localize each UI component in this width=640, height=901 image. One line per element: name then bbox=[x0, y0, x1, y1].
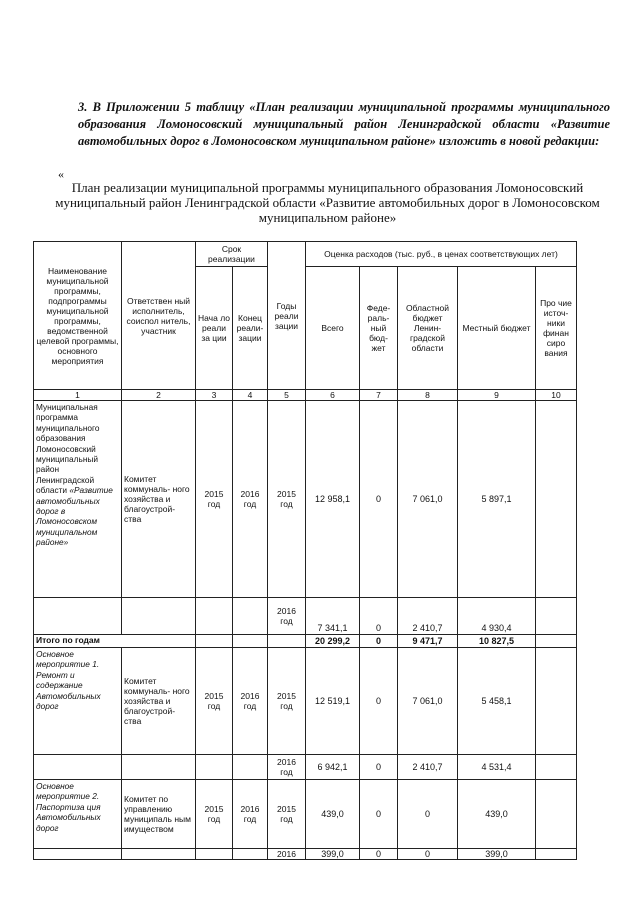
totals-row bbox=[34, 635, 577, 648]
activity1-other bbox=[536, 648, 577, 755]
activity1-name: Основное мероприятие 1. Ремонт и содержание Автомобильных дорог bbox=[34, 648, 122, 755]
program-total: 12 958,1 bbox=[306, 401, 360, 598]
activity2-year: 2016 bbox=[268, 849, 306, 860]
activity1-year: 2016 год bbox=[268, 755, 306, 780]
activity2-start: 2015 год bbox=[196, 780, 233, 849]
activity1-federal: 0 bbox=[360, 755, 398, 780]
program-year: 2016 год bbox=[268, 598, 306, 635]
program-name-plain: Муниципальная программа муниципального образования Ломоносовский муниципальный район Ленинградской области bbox=[36, 402, 100, 496]
col-number: 3 bbox=[196, 390, 233, 401]
opening-quote: « bbox=[58, 167, 64, 181]
activity2-local: 439,0 bbox=[458, 780, 536, 849]
header-estimate: Оценка расходов (тыс. руб., в ценах соответствующих лет) bbox=[306, 242, 577, 267]
totals-local: 10 827,5 bbox=[458, 635, 536, 648]
totals-regional: 9 471,7 bbox=[398, 635, 458, 648]
empty-cell bbox=[122, 598, 196, 635]
program-regional: 7 061,0 bbox=[398, 401, 458, 598]
activity2-regional: 0 bbox=[398, 849, 458, 860]
activity2-executor: Комитет по управлению муниципаль ным имуществом bbox=[122, 780, 196, 849]
header-years: Годы реали зации bbox=[268, 242, 306, 390]
col-number: 6 bbox=[306, 390, 360, 401]
empty-cell bbox=[233, 598, 268, 635]
amendment-heading: 3. В Приложении 5 таблицу «План реализации муниципальной программы муниципального образования Ломоносовский муниципальный район Ленинградской области «Развитие автомобильных дорог в Ломоносовском муниципальном районе» изложить в новой редакции: bbox=[78, 100, 610, 148]
header-total: Всего bbox=[306, 267, 360, 390]
activity1-total: 6 942,1 bbox=[306, 755, 360, 780]
program-other bbox=[536, 598, 577, 635]
empty-cell bbox=[34, 849, 122, 860]
activity2-name: Основное мероприятие 2. Паспортиза ция Автомобильных дорог bbox=[34, 780, 122, 849]
col-number: 9 bbox=[458, 390, 536, 401]
totals-federal: 0 bbox=[360, 635, 398, 648]
empty-cell bbox=[196, 755, 233, 780]
activity1-row-2015 bbox=[34, 648, 577, 755]
program-name-italic: «Развитие автомобильных дорог в Ломоносовском муниципальном районе» bbox=[36, 485, 113, 548]
activity1-regional: 7 061,0 bbox=[398, 648, 458, 755]
empty-cell bbox=[196, 635, 233, 648]
empty-cell bbox=[122, 849, 196, 860]
activity1-federal: 0 bbox=[360, 648, 398, 755]
activity2-total: 399,0 bbox=[306, 849, 360, 860]
activity1-start: 2015 год bbox=[196, 648, 233, 755]
activity1-executor: Комитет коммуналь- ного хозяйства и благоустрой- ства bbox=[122, 648, 196, 755]
activity2-regional: 0 bbox=[398, 780, 458, 849]
implementation-plan-table bbox=[33, 241, 577, 860]
col-number: 2 bbox=[122, 390, 196, 401]
empty-cell bbox=[196, 598, 233, 635]
empty-cell bbox=[196, 849, 233, 860]
program-name bbox=[34, 401, 122, 598]
col-number: 7 bbox=[360, 390, 398, 401]
header-period: Срок реализации bbox=[196, 242, 268, 267]
activity2-other bbox=[536, 780, 577, 849]
program-local: 5 897,1 bbox=[458, 401, 536, 598]
col-number: 5 bbox=[268, 390, 306, 401]
col-number: 1 bbox=[34, 390, 122, 401]
program-end: 2016 год bbox=[233, 401, 268, 598]
activity1-regional: 2 410,7 bbox=[398, 755, 458, 780]
empty-cell bbox=[34, 755, 122, 780]
empty-cell bbox=[122, 755, 196, 780]
header-end: Конец реали- зации bbox=[233, 267, 268, 390]
empty-cell bbox=[233, 635, 268, 648]
col-number: 10 bbox=[536, 390, 577, 401]
program-federal: 0 bbox=[360, 401, 398, 598]
program-row-2015 bbox=[34, 401, 577, 598]
activity1-local: 5 458,1 bbox=[458, 648, 536, 755]
plan-title: План реализации муниципальной программы муниципального образования Ломоносовский муниципальный район Ленинградской области «Развитие автомобильных дорог в Ломоносовском муниципальном районе» bbox=[55, 180, 600, 225]
program-federal: 0 bbox=[360, 598, 398, 635]
header-federal: Феде- раль- ный бюд- жет bbox=[360, 267, 398, 390]
header-executor: Ответствен ный исполнитель, соиспол нитель, участник bbox=[122, 242, 196, 390]
program-start: 2015 год bbox=[196, 401, 233, 598]
header-start: Нача ло реали за ции bbox=[196, 267, 233, 390]
program-year: 2015 год bbox=[268, 401, 306, 598]
activity2-end: 2016 год bbox=[233, 780, 268, 849]
activity1-other bbox=[536, 755, 577, 780]
program-executor: Комитет коммуналь- ного хозяйства и благоустрой- ства bbox=[122, 401, 196, 598]
empty-cell bbox=[233, 849, 268, 860]
header-other: Про чие источ- ники финан сиро вания bbox=[536, 267, 577, 390]
activity1-year: 2015 год bbox=[268, 648, 306, 755]
activity1-local: 4 531,4 bbox=[458, 755, 536, 780]
totals-label: Итого по годам bbox=[34, 635, 196, 648]
program-local: 4 930,4 bbox=[458, 598, 536, 635]
program-total: 7 341,1 bbox=[306, 598, 360, 635]
totals-other bbox=[536, 635, 577, 648]
empty-cell bbox=[34, 598, 122, 635]
program-other bbox=[536, 401, 577, 598]
col-number: 8 bbox=[398, 390, 458, 401]
activity2-row-2016 bbox=[34, 849, 577, 860]
activity2-row-2015 bbox=[34, 780, 577, 849]
program-row-2016 bbox=[34, 598, 577, 635]
header-row-1 bbox=[34, 242, 577, 267]
col-number: 4 bbox=[233, 390, 268, 401]
activity1-end: 2016 год bbox=[233, 648, 268, 755]
header-name: Наименование муниципальной программы, подпрограммы муниципальной программы, ведомственной целевой программы, основного мероприятия bbox=[34, 242, 122, 390]
column-number-row bbox=[34, 390, 577, 401]
activity2-total: 439,0 bbox=[306, 780, 360, 849]
activity2-local: 399,0 bbox=[458, 849, 536, 860]
program-regional: 2 410,7 bbox=[398, 598, 458, 635]
empty-cell bbox=[268, 635, 306, 648]
activity1-row-2016 bbox=[34, 755, 577, 780]
activity2-federal: 0 bbox=[360, 780, 398, 849]
totals-total: 20 299,2 bbox=[306, 635, 360, 648]
activity1-total: 12 519,1 bbox=[306, 648, 360, 755]
header-regional: Областной бюджет Ленин- градской области bbox=[398, 267, 458, 390]
activity2-year: 2015 год bbox=[268, 780, 306, 849]
empty-cell bbox=[233, 755, 268, 780]
activity2-other bbox=[536, 849, 577, 860]
activity2-federal: 0 bbox=[360, 849, 398, 860]
header-local: Местный бюджет bbox=[458, 267, 536, 390]
